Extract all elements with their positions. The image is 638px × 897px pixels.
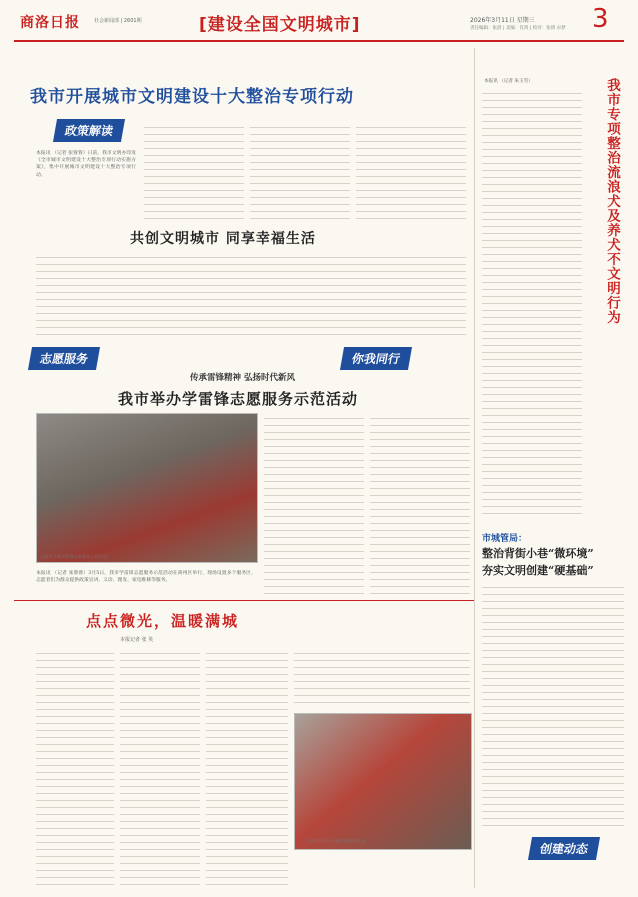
right-column-byline: 本报讯 （记者 朱玉雪） bbox=[484, 79, 533, 84]
feature-byline: 本报记者 张 英 bbox=[120, 637, 154, 643]
volunteer-tag: 志愿服务 bbox=[28, 347, 100, 370]
volunteer-body-col-3 bbox=[370, 413, 470, 598]
editor-credits: 责任编辑：张晨 | 美编：肖鸿 | 校对：张倩 卓梦 bbox=[470, 26, 566, 31]
volunteer-lede: 本报讯 （记者 张蓉蓉）3月5日，我市学雷锋志愿服务示范活动在商州区举行，现场设置多个服务区，志愿者们为群众提供政策宣讲、义诊、理发、家电维修等服务。 bbox=[36, 571, 256, 584]
right-sub-body bbox=[482, 582, 624, 832]
feature-photo-caption: 志愿者在社区开展志愿服务活动。 bbox=[306, 838, 369, 843]
volunteer-headline: 我市举办学雷锋志愿服务示范活动 bbox=[118, 390, 359, 408]
policy-lede: 本报讯 （记者 张蓉蓉）日前，我市文明办印发《全市城市文明建设十大整治专项行动实施方案》，集中开展城市文明建设十大整治专项行动。 bbox=[36, 151, 136, 178]
section-divider bbox=[14, 600, 474, 601]
main-headline: 我市开展城市文明建设十大整治专项行动 bbox=[30, 87, 354, 107]
policy-tag: 政策解读 bbox=[53, 119, 125, 142]
newspaper-logo: 商洛日报 bbox=[20, 15, 80, 31]
policy-body-col-4 bbox=[356, 122, 466, 222]
edition-info: 社会新闻部 | 2601期 bbox=[94, 18, 142, 24]
policy-body-col-2 bbox=[144, 122, 244, 222]
feature-headline: 点点微光，温暖满城 bbox=[86, 612, 240, 630]
right-column-body bbox=[482, 88, 582, 520]
issue-date: 2026年3月11日 星期三 bbox=[470, 17, 535, 24]
volunteer-photo-caption: 志愿者开展学雷锋志愿服务示范活动。 bbox=[40, 554, 112, 559]
right-sub-headline-1: 整治背街小巷“微环境” bbox=[482, 547, 594, 560]
policy-body-col-3 bbox=[250, 122, 350, 222]
feature-body-col-3 bbox=[206, 648, 288, 888]
volunteer-body-col-2 bbox=[264, 413, 364, 598]
feature-photo bbox=[294, 713, 472, 850]
column-banner: [建设全国文明城市] bbox=[199, 15, 361, 35]
dynamics-tag: 创建动态 bbox=[528, 837, 600, 860]
sub-article-body bbox=[36, 252, 466, 338]
right-sub-kicker: 市城管局： bbox=[482, 534, 528, 544]
masthead-rule bbox=[14, 40, 624, 42]
volunteer-kicker: 传承雷锋精神 弘扬时代新风 bbox=[190, 373, 295, 383]
feature-body-col-2 bbox=[120, 648, 200, 888]
feature-body-col-4 bbox=[294, 648, 470, 708]
feature-body-col-1 bbox=[36, 648, 114, 888]
volunteer-photo bbox=[36, 413, 258, 563]
right-column-headline: 我市专项整治流浪犬及养犬不文明行为 bbox=[604, 78, 620, 325]
sub-headline: 共创文明城市 同享幸福生活 bbox=[130, 231, 316, 247]
page-number: 3 bbox=[592, 4, 609, 34]
column-divider bbox=[474, 48, 475, 888]
right-sub-headline-2: 夯实文明创建“硬基础” bbox=[482, 564, 594, 577]
act-tag: 你我同行 bbox=[340, 347, 412, 370]
